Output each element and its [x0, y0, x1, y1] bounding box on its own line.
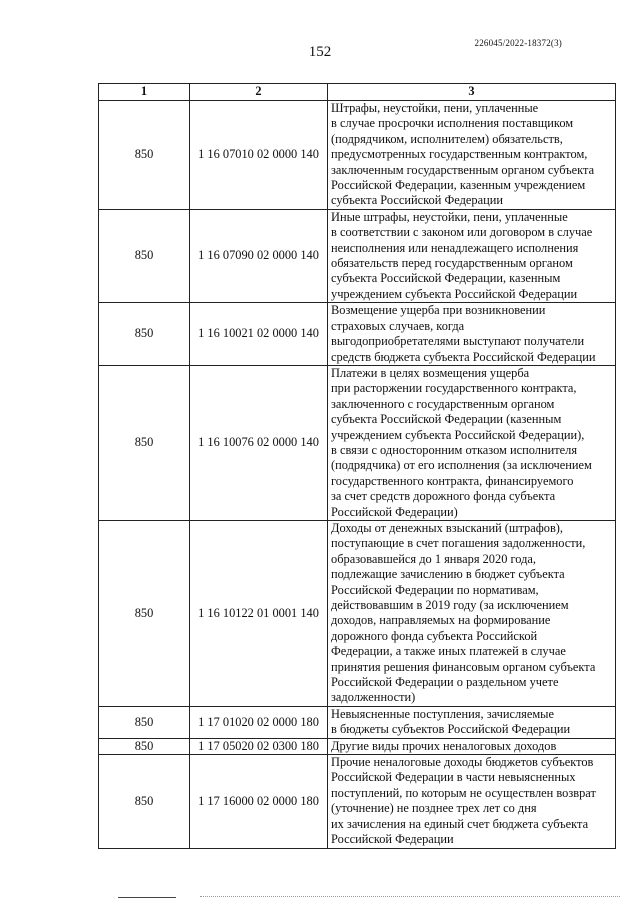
- admin-code-cell: 850: [99, 101, 190, 210]
- description-line: подлежащие зачислению в бюджет субъекта: [331, 567, 565, 582]
- revenue-description-cell: [328, 738, 616, 754]
- description-line: страховых случаев, когда: [331, 318, 465, 333]
- description-line: Российской Федерации по нормативам,: [331, 582, 539, 597]
- description-line: учреждением субъекта Российской Федерации),: [331, 427, 585, 442]
- description-line: Федерации, а также иных платежей в случае: [331, 644, 566, 659]
- description-line: за счет средств дорожного фонда субъекта: [331, 489, 556, 504]
- budget-codes-table: [98, 83, 616, 849]
- revenue-code-cell: 1 16 07010 02 0000 140: [190, 101, 328, 210]
- description-line: дорожного фонда субъекта Российской: [331, 628, 538, 643]
- description-line: Российской Федерации): [331, 504, 458, 519]
- description-line: обязательств перед государственным органом: [331, 256, 573, 271]
- footer-faint-line: [200, 896, 620, 901]
- admin-code-cell: 850: [99, 520, 190, 706]
- description-line: Российской Федерации: [331, 832, 454, 847]
- description-line: государственного контракта, финансируемого: [331, 473, 574, 488]
- revenue-description-cell: [328, 755, 616, 848]
- admin-code-cell: 850: [99, 365, 190, 520]
- description-line: Российской Федерации в части невыясненных: [331, 770, 576, 785]
- table-row: [99, 755, 616, 848]
- revenue-description-cell: [328, 520, 616, 706]
- description-line: Штрафы, неустойки, пени, уплаченные: [331, 101, 539, 115]
- admin-code-cell: 850: [99, 209, 190, 302]
- description-line: средств бюджета субъекта Российской Федерации: [331, 349, 596, 364]
- admin-code-cell: 850: [99, 303, 190, 366]
- description-line: Другие виды прочих неналоговых доходов: [331, 738, 557, 753]
- description-line: выгодоприобретателями выступают получатели: [331, 334, 585, 349]
- revenue-code-cell: 1 16 10076 02 0000 140: [190, 365, 328, 520]
- description-line: Прочие неналоговые доходы бюджетов субъектов: [331, 755, 594, 770]
- description-line: (уточнение) не позднее трех лет со дня: [331, 801, 537, 816]
- revenue-code-cell: 1 16 10122 01 0001 140: [190, 520, 328, 706]
- description-line: образовавшейся до 1 января 2020 года,: [331, 551, 537, 566]
- description-line: учреждением субъекта Российской Федерации: [331, 286, 578, 301]
- table-row: [99, 365, 616, 520]
- description-line: Невыясненные поступления, зачисляемые: [331, 706, 554, 721]
- description-line: принятия решения финансовым органом субъекта: [331, 659, 596, 674]
- description-line: субъекта Российской Федерации (казенным: [331, 412, 562, 427]
- description-line: их зачисления на единый счет бюджета субъекта: [331, 816, 589, 831]
- admin-code-cell: 850: [99, 738, 190, 754]
- table-row: [99, 303, 616, 366]
- description-line: доходов, направляемых на формирование: [331, 613, 551, 628]
- revenue-description-cell: [328, 209, 616, 302]
- column-header-1: 1: [99, 84, 190, 101]
- revenue-code-cell: 1 16 10021 02 0000 140: [190, 303, 328, 366]
- revenue-description-cell: [328, 101, 616, 210]
- description-line: Возмещение ущерба при возникновении: [331, 303, 546, 318]
- table-row: [99, 101, 616, 210]
- description-line: Российской Федерации, казенным учреждением: [331, 178, 586, 193]
- page-number: 152: [308, 44, 332, 60]
- description-line: Доходы от денежных взысканий (штрафов),: [331, 520, 564, 535]
- description-line: в случае просрочки исполнения поставщиком: [331, 116, 574, 131]
- revenue-description-cell: [328, 365, 616, 520]
- description-line: поступающие в счет погашения задолженности,: [331, 536, 586, 551]
- description-line: в соответствии с законом или договором в случае: [331, 225, 593, 240]
- table-row: [99, 209, 616, 302]
- column-header-2: 2: [190, 84, 328, 101]
- revenue-description-cell: [328, 303, 616, 366]
- table-row: [99, 706, 616, 738]
- description-line: неисполнения или ненадлежащего исполнения: [331, 240, 579, 255]
- footer-rule: [118, 897, 176, 898]
- document-id: 226045/2022-18372(3): [474, 38, 562, 48]
- table-row: [99, 738, 616, 754]
- description-line: субъекта Российской Федерации: [331, 193, 503, 208]
- description-line: задолженности): [331, 690, 416, 705]
- description-line: (подрядчика) от его исполнения (за исключением: [331, 458, 592, 473]
- description-line: в связи с односторонним отказом исполнителя: [331, 442, 578, 457]
- description-line: Российской Федерации о раздельном учете: [331, 675, 559, 690]
- description-line: заключенного с государственным органом: [331, 396, 555, 411]
- revenue-code-cell: 1 17 16000 02 0000 180: [190, 755, 328, 848]
- description-line: заключенным государственным органом субъекта: [331, 162, 595, 177]
- description-line: Иные штрафы, неустойки, пени, уплаченные: [331, 209, 568, 224]
- description-line: при расторжении государственного контракта,: [331, 381, 577, 396]
- revenue-code-cell: 1 16 07090 02 0000 140: [190, 209, 328, 302]
- table-row: [99, 520, 616, 706]
- description-line: в бюджеты субъектов Российской Федерации: [331, 722, 571, 737]
- revenue-code-cell: 1 17 01020 02 0000 180: [190, 706, 328, 738]
- description-line: предусмотренных государственным контрактом,: [331, 147, 588, 162]
- description-line: действовавшим в 2019 году (за исключением: [331, 598, 569, 612]
- revenue-description-cell: [328, 706, 616, 738]
- column-header-3: 3: [328, 84, 616, 101]
- description-line: субъекта Российской Федерации, казенным: [331, 271, 561, 286]
- admin-code-cell: 850: [99, 706, 190, 738]
- revenue-code-cell: 1 17 05020 02 0300 180: [190, 738, 328, 754]
- description-line: поступлений, по которым не осуществлен возврат: [331, 785, 596, 800]
- description-line: Платежи в целях возмещения ущерба: [331, 365, 530, 380]
- description-line: (подрядчиком, исполнителем) обязательств,: [331, 131, 563, 146]
- admin-code-cell: 850: [99, 755, 190, 848]
- table-header-row: [99, 84, 616, 101]
